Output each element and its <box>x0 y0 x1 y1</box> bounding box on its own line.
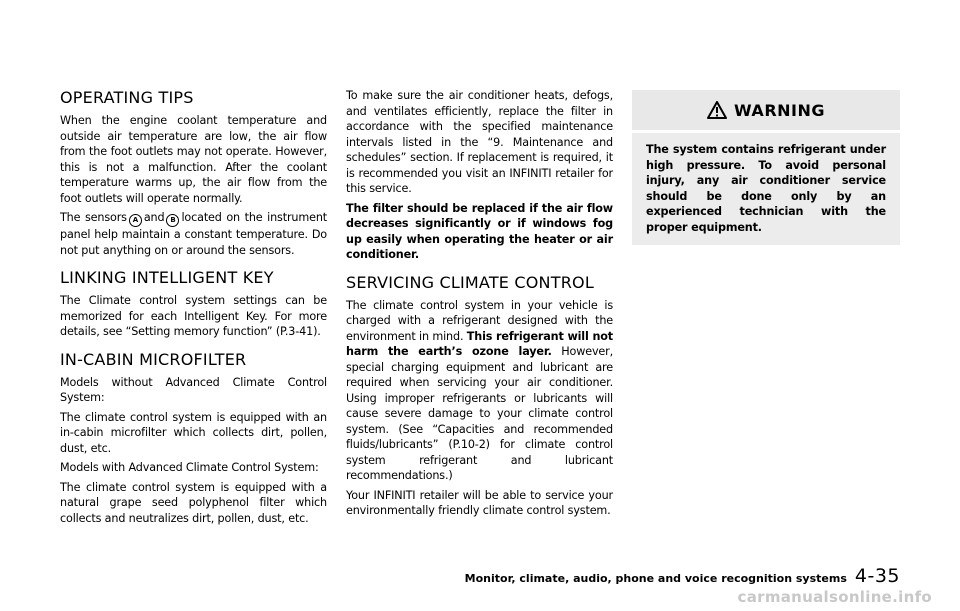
paragraph: The Climate control system settings can be memorized for each Intelligent Key. For more details, see “Setting memory function” (P.3-41). <box>60 294 327 338</box>
text-span: The climate control system in your vehicle is charged with a refrigerant designed with the environment in mind. <box>346 298 613 343</box>
page-number: 4-35 <box>854 565 900 587</box>
warning-triangle-icon <box>707 101 727 119</box>
column-middle <box>346 88 613 523</box>
watermark: carmanualsonline.info <box>737 588 932 606</box>
warning-title: WARNING <box>734 100 825 120</box>
bold-span: This refrigerant will not harm the earth’s ozone layer. <box>346 329 613 358</box>
column-left <box>60 88 327 530</box>
column-right <box>632 88 900 245</box>
paragraph: The climate control system is equipped with an in-cabin microfilter which collects dirt, pollen, dust, etc. <box>60 410 327 455</box>
paragraph: Models without Advanced Climate Control System: <box>60 375 327 404</box>
heading-in-cabin-microfilter: IN-CABIN MICROFILTER <box>60 349 247 369</box>
footer-section-title: Monitor, climate, audio, phone and voice recognition systems <box>464 572 847 585</box>
heading-servicing-climate-control: SERVICING CLIMATE CONTROL <box>346 272 594 292</box>
warning-header <box>632 90 900 130</box>
paragraph: When the engine coolant temperature and outside air temperature are low, the air flow from the foot outlets may not operate. However, this is not a malfunction. After the coolant temperature warms up, the air flow from the foot outlets will operate normally. <box>60 114 327 205</box>
warning-text: The system contains refrigerant under high pressure. To avoid personal injury, any air conditioner service should be done only by an experienced technician with the proper equipment. <box>646 143 886 234</box>
paragraph: Models with Advanced Climate Control System: <box>60 461 319 474</box>
sensors-paragraph <box>60 210 327 258</box>
page-footer <box>0 565 900 587</box>
bold-paragraph: The filter should be replaced if the air flow decreases significantly or if windows fog up easily when operating the heater or air conditioner. <box>346 201 613 261</box>
heading-linking-intelligent-key: LINKING INTELLIGENT KEY <box>60 268 274 287</box>
text-span: located on the instrument panel help maintain a constant temperature. Do not put anything on or around the sensors. <box>60 211 328 257</box>
paragraph: The climate control system is equipped with a natural grape seed polyphenol filter which collects and neutralizes dirt, pollen, dust, etc. <box>60 480 327 525</box>
text-span: However, special charging equipment and lubricant are required when servicing your air conditioner. Using improper refrigerants or lubricants will cause severe damage to your climate control system. (See “Capacities and recommended fluids/lubricants” (P.10-2) for climate control system refrigerant and lubricant recommendations.) <box>346 345 613 482</box>
warning-body <box>632 133 900 245</box>
text-span: The sensors <box>60 211 127 224</box>
paragraph: Your INFINITI retailer will be able to service your environmentally friendly climate control system. <box>346 488 613 517</box>
text-span: and <box>143 211 165 224</box>
sensor-a-icon: A <box>129 214 142 227</box>
servicing-paragraph <box>346 298 613 484</box>
sensor-b-icon: B <box>166 214 179 227</box>
paragraph: To make sure the air conditioner heats, defogs, and ventilates efficiently, replace the filter in accordance with the specified maintenance intervals listed in the “9. Maintenance and schedules” section. If replacement is required, it is recommended you visit an INFINITI retailer for this service. <box>346 89 613 195</box>
heading-operating-tips: OPERATING TIPS <box>60 88 194 107</box>
